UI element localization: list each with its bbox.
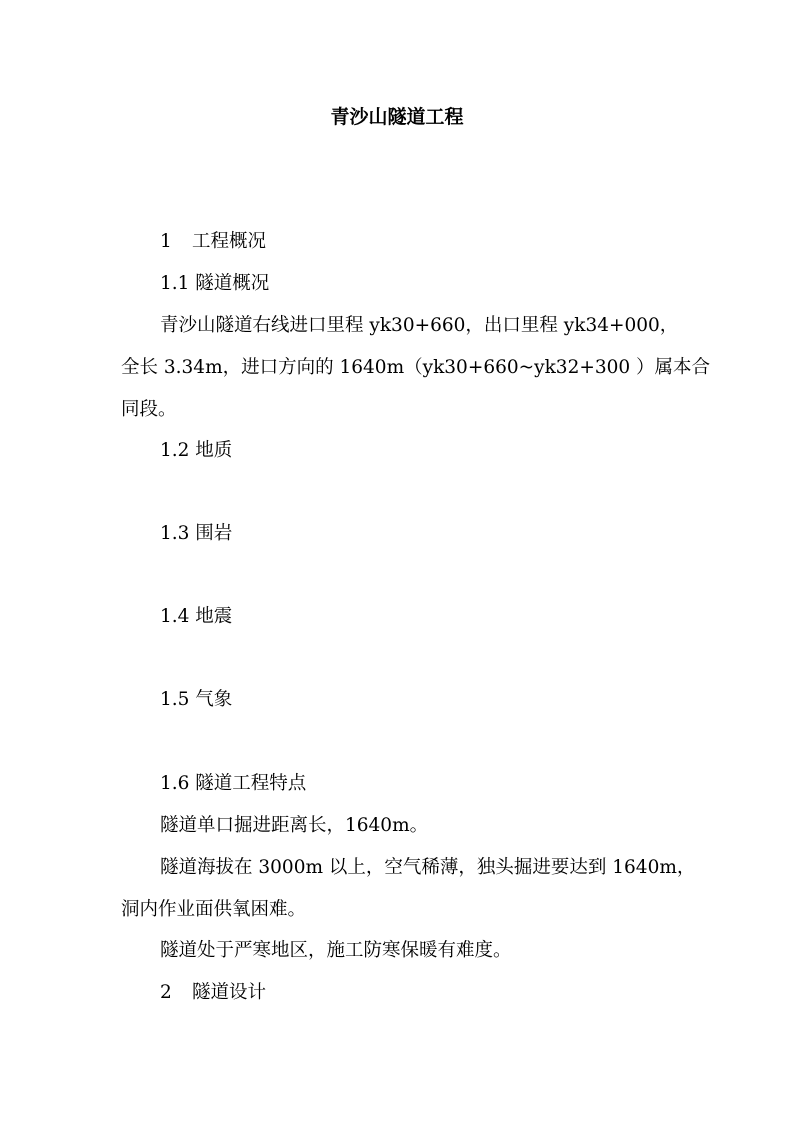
section-heading-2 — [160, 980, 266, 1006]
paragraph-line: 全长 3.34m，进口方向的 1640m（yk30+660~yk32+300 ）属本合 — [121, 357, 711, 378]
subsection-heading-1-2: 1.2 地质 — [160, 440, 233, 461]
subsection-heading-1-4: 1.4 地震 — [160, 606, 233, 627]
section-title-2: 隧道设计 — [192, 982, 267, 1003]
paragraph-line: 隧道单口掘进距离长，1640m。 — [160, 815, 429, 836]
section-heading-1 — [160, 229, 266, 255]
paragraph-line: 隧道海拔在 3000m 以上，空气稀薄，独头掘进要达到 1640m， — [160, 857, 696, 878]
subsection-heading-1-1: 1.1 隧道概况 — [160, 273, 270, 294]
subsection-heading-1-3: 1.3 围岩 — [160, 523, 233, 544]
paragraph-line: 同段。 — [121, 399, 177, 420]
document-title: 青沙山隧道工程 — [330, 106, 464, 128]
subsection-heading-1-5: 1.5 气象 — [160, 689, 233, 710]
section-number-2: 2 — [160, 982, 172, 1003]
paragraph-line: 洞内作业面供氧困难。 — [121, 899, 307, 920]
paragraph-line: 青沙山隧道右线进口里程 yk30+660，出口里程 yk34+000， — [160, 315, 679, 336]
subsection-heading-1-6: 1.6 隧道工程特点 — [160, 773, 307, 794]
paragraph-line: 隧道处于严寒地区，施工防寒保暖有难度。 — [160, 940, 512, 961]
section-title-1: 工程概况 — [192, 231, 267, 252]
section-number-1: 1 — [160, 231, 172, 252]
